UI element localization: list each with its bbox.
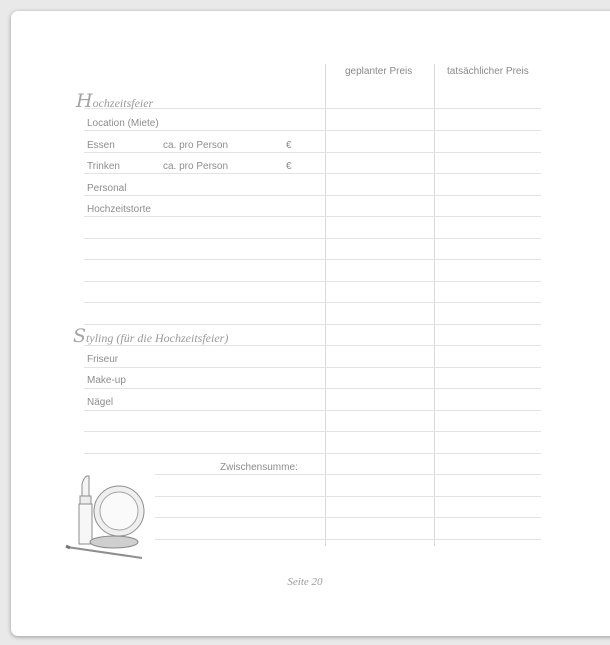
- row-label-location: Location (Miete): [87, 118, 159, 129]
- row-label-currency: €: [286, 140, 292, 151]
- section-initial: S: [73, 325, 87, 347]
- page-number: Seite 20: [287, 576, 323, 588]
- header-planned-price: geplanter Preis: [345, 66, 413, 77]
- section-text: tyling (für die Hochzeitsfeier): [86, 331, 229, 345]
- makeup-illustration: [64, 474, 156, 564]
- rule: [84, 259, 541, 260]
- rule: [84, 410, 541, 411]
- row-label-per-person: ca. pro Person: [163, 161, 229, 172]
- rule: [155, 517, 541, 518]
- rule: [84, 216, 541, 217]
- rule: [84, 238, 541, 239]
- rule: [155, 496, 541, 497]
- row-label-per-person: ca. pro Person: [163, 140, 229, 151]
- section-title-hochzeitsfeier: [76, 90, 153, 112]
- rule: [84, 367, 541, 368]
- rule: [84, 130, 541, 131]
- rule: [84, 453, 541, 454]
- header-actual-price: tatsächlicher Preis: [447, 66, 529, 77]
- row-label-personal: Personal: [87, 183, 127, 194]
- row-label-essen: Essen: [87, 140, 115, 151]
- rule: [155, 474, 541, 475]
- rule: [84, 195, 541, 196]
- rule: [84, 388, 541, 389]
- rule: [155, 539, 541, 540]
- rule: [84, 152, 541, 153]
- lipstick-icon: [79, 476, 92, 544]
- rule: [84, 173, 541, 174]
- section-initial: H: [76, 90, 93, 112]
- row-label-trinken: Trinken: [87, 161, 120, 172]
- row-label-currency: €: [286, 161, 292, 172]
- section-title-styling: [73, 325, 228, 347]
- rule: [84, 302, 541, 303]
- row-label-torte: Hochzeitstorte: [87, 204, 151, 215]
- row-label-makeup: Make-up: [87, 375, 126, 386]
- section-text: ochzeitsfeier: [92, 96, 154, 110]
- rule: [84, 431, 541, 432]
- row-label-friseur: Friseur: [87, 354, 119, 365]
- rule: [84, 281, 541, 282]
- compact-mirror-icon: [90, 486, 144, 548]
- subtotal-label: Zwischensumme:: [220, 462, 298, 473]
- row-label-naegel: Nägel: [87, 397, 114, 408]
